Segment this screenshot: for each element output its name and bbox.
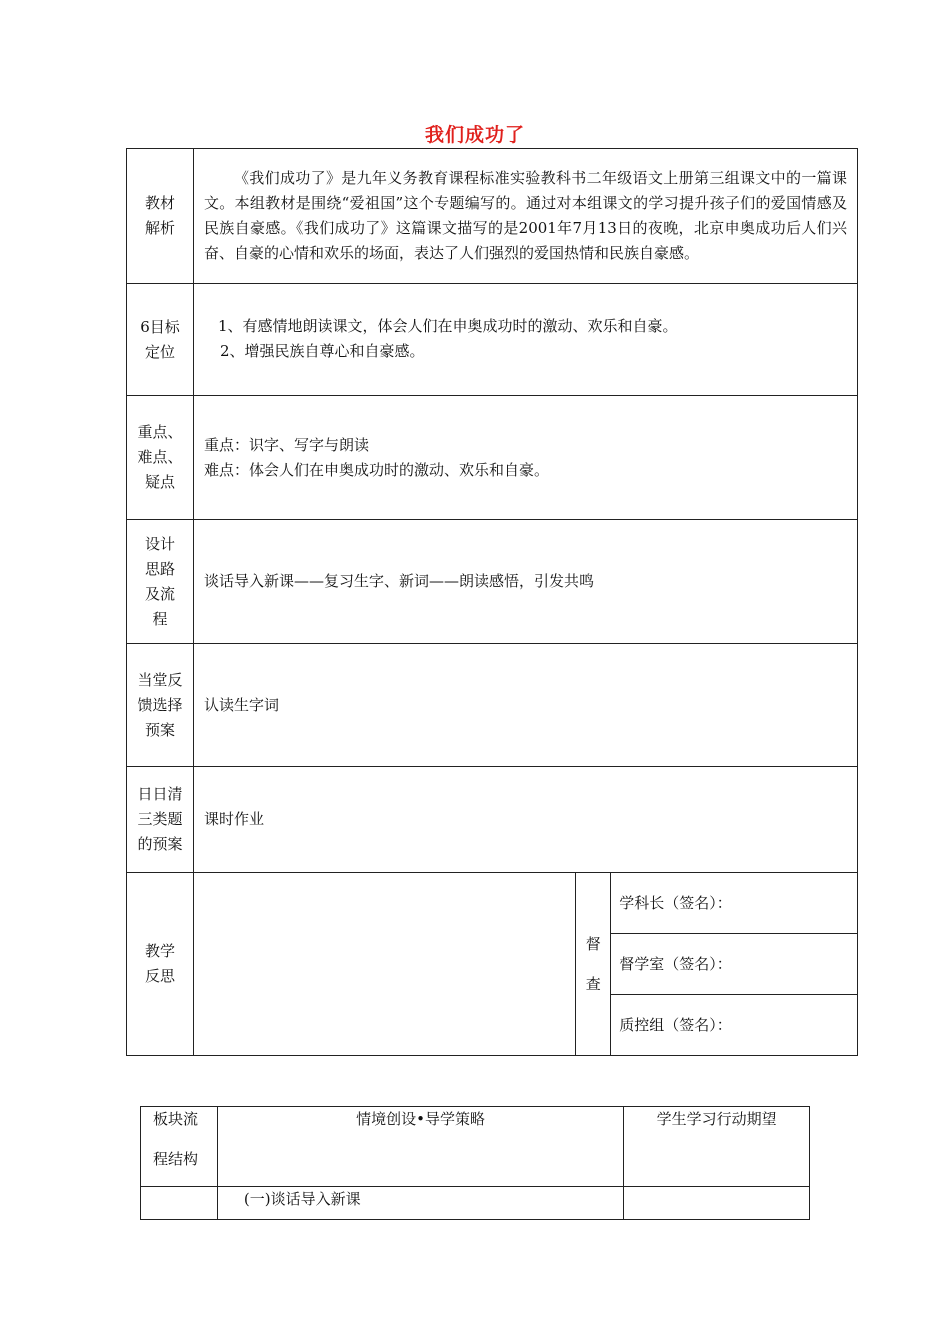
- key-points-content: [193, 396, 857, 520]
- label-material-analysis: 教材 解析: [127, 149, 194, 284]
- row-material-analysis: [127, 149, 858, 284]
- flow-structure-table: [140, 1106, 810, 1220]
- signature-supervision-office: 督学室（签名）：: [611, 934, 858, 995]
- header-strategy: 情境创设•导学策略: [217, 1107, 623, 1187]
- row-daily: [127, 767, 858, 873]
- reflection-blank: [193, 873, 575, 1056]
- document-title: 我们成功了: [424, 124, 525, 146]
- header-expectation: 学生学习行动期望: [624, 1107, 810, 1187]
- material-analysis-text: 《我们成功了》是九年义务教育课程标准实验教科书二年级语文上册第三组课文中的一篇课文。本组教材是围绕“爱祖国”这个专题编写的。通过对本组课文的学习提升孩子们的爱国情感及民族自豪感。《我们成功了》这篇课文描写的是2001年7月13日的夜晚，北京申奥成功后人们兴奋、自豪的心情和欢乐的场面，表达了人们强烈的爱国热情和民族自豪感。: [193, 149, 857, 284]
- design-text: 谈话导入新课——复习生字、新词——朗读感悟，引发共鸣: [193, 520, 857, 644]
- difficult-point-line: 难点：体会人们在申奥成功时的激动、欢乐和自豪。: [203, 460, 549, 479]
- row-design: [127, 520, 858, 644]
- goal-item-1: 1、有感情地朗读课文，体会人们在申奥成功时的激动、欢乐和自豪。: [217, 317, 678, 335]
- label-feedback: 当堂反 馈选择 预案: [127, 644, 194, 767]
- row-feedback: [127, 644, 858, 767]
- row-goals: [127, 284, 858, 396]
- row-reflection: [127, 873, 858, 934]
- daily-text: 课时作业: [193, 767, 857, 873]
- key-point-line: 重点：识字、写字与朗读: [203, 435, 369, 454]
- signature-subject-head: 学科长（签名）：: [611, 873, 858, 934]
- label-reflection: 教学 反思: [127, 873, 194, 1056]
- signature-quality-control: 质控组（签名）：: [611, 995, 858, 1056]
- flow-row-1-col3: [624, 1187, 810, 1220]
- flow-header-row: [141, 1107, 810, 1187]
- label-key-points: 重点、 难点、 疑点: [127, 396, 194, 520]
- label-daily: 日日清 三类题 的预案: [127, 767, 194, 873]
- goals-content: [193, 284, 857, 396]
- row-key-points: [127, 396, 858, 520]
- header-flow-structure: 板块流 程结构: [141, 1107, 218, 1187]
- goal-item-2: 2、增强民族自尊心和自豪感。: [219, 342, 425, 360]
- flow-row-1: [141, 1187, 810, 1220]
- feedback-text: 认读生字词: [193, 644, 857, 767]
- flow-row-1-col1: [141, 1187, 218, 1220]
- lesson-plan-table: [126, 148, 858, 1056]
- label-design: 设计 思路 及流 程: [127, 520, 194, 644]
- label-supervise: 督 查: [576, 873, 611, 1056]
- flow-row-1-col2: (一)谈话导入新课: [217, 1187, 623, 1220]
- label-goals: 6目标 定位: [127, 284, 194, 396]
